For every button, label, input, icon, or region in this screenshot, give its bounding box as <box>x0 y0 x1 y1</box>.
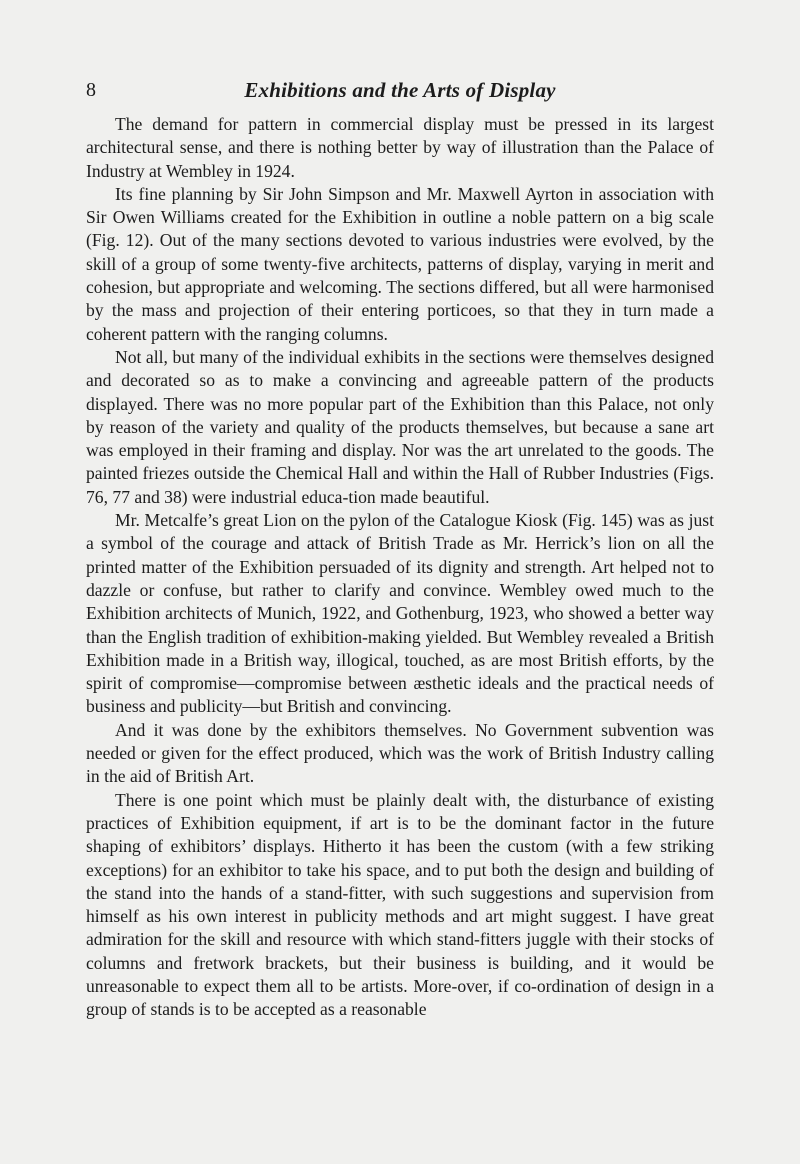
running-title: Exhibitions and the Arts of Display <box>244 78 556 102</box>
page-number: 8 <box>86 79 96 101</box>
paragraph: Mr. Metcalfe’s great Lion on the pylon of the Catalogue Kiosk (Fig. 145) was as just a symbol of the courage and attack of British Trade as Mr. Herrick’s lion on all the printed matter of the Exhibition persuaded of its dignity and strength. Art helped not to dazzle or confuse, but rather to clarify and convince. Wembley owed much to the Exhibition architects of Munich, 1922, and Gothenburg, 1923, who showed a better way than the English tradition of exhibition-making yielded. But Wembley revealed a British Exhibition made in a British way, illogical, touched, as are most British efforts, by the spirit of compromise—compromise between æsthetic ideals and the practical needs of business and publicity—but British and convincing. <box>86 510 714 717</box>
paragraph: Not all, but many of the individual exhibits in the sections were themselves designed and decorated so as to make a convincing and agreeable pattern of the products displayed. There was no more popular part of the Exhibition than this Palace, not only by reason of the variety and quality of the products themselves, but because a sane art was employed in their framing and display. Nor was the art unrelated to the goods. The painted friezes outside the Chemical Hall and within the Hall of Rubber Industries (Figs. 76, 77 and 38) were industrial educa-tion made beautiful. <box>86 346 714 507</box>
paragraph: The demand for pattern in commercial display must be pressed in its largest architectural sense, and there is nothing better by way of illustration than the Palace of Industry at Wembley in 1924. <box>86 114 714 181</box>
page-header <box>0 76 800 106</box>
paragraph: Its fine planning by Sir John Simpson and Mr. Maxwell Ayrton in association with Sir Owen Williams created for the Exhibition in outline a noble pattern on a big scale (Fig. 12). Out of the many sections devoted to various industries were evolved, by the skill of a group of some twenty-five architects, patterns of display, varying in merit and cohesion, but appropriate and welcoming. The sections differed, but all were harmonised by the mass and projection of their entering porticoes, so that they in turn made a coherent pattern with the ranging columns. <box>86 183 714 344</box>
paragraph: And it was done by the exhibitors themselves. No Government subvention was needed or given for the effect produced, which was the work of British Industry calling in the aid of British Art. <box>86 719 714 787</box>
body-text <box>86 113 714 1022</box>
paragraph: There is one point which must be plainly dealt with, the disturbance of existing practices of Exhibition equipment, if art is to be the dominant factor in the future shaping of exhibitors’ displays. Hitherto it has been the custom (with a few striking exceptions) for an exhibitor to take his space, and to put both the design and building of the stand into the hands of a stand-fitter, with such suggestions and supervision from himself as his own interest in publicity methods and art might suggest. I have great admiration for the skill and resource with which stand-fitters juggle with their stocks of columns and fretwork brackets, but their business is building, and it would be unreasonable to expect them all to be artists. More-over, if co-ordination of design in a group of stands is to be accepted as a reasonable <box>86 789 714 1020</box>
